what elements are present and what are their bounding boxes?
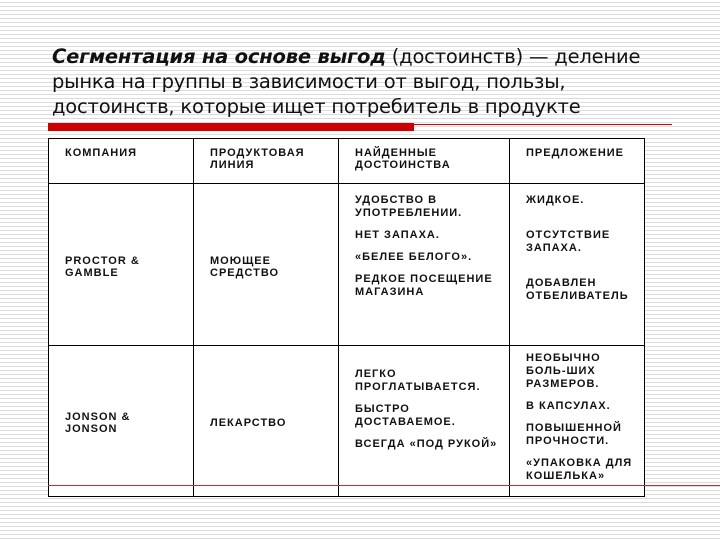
company-cell: JONSON & JONSON: [49, 346, 194, 497]
title-underline-bar: [48, 123, 414, 131]
title-underline-line: [414, 124, 672, 125]
segmentation-table: [48, 138, 645, 497]
offers-cell: [510, 346, 645, 497]
offer-item: ПОВЫШЕННОЙ ПРОЧНОСТИ.: [526, 422, 622, 447]
benefits-cell: [339, 184, 510, 346]
header-cell: КОМПАНИЯ: [49, 139, 194, 184]
benefit-item: УДОБСТВО В УПОТРЕБЛЕНИИ.: [355, 194, 463, 219]
footer-line: [48, 485, 720, 486]
benefit-item: НЕТ ЗАПАХА.: [355, 229, 440, 241]
offer-item: ДОБАВЛЕН ОТБЕЛИВАТЕЛЬ: [526, 277, 629, 302]
benefit-item: ВСЕГДА «ПОД РУКОЙ»: [355, 438, 498, 450]
offer-item: В КАПСУЛАХ.: [526, 400, 611, 412]
offer-item: ЖИДКОЕ.: [526, 194, 585, 206]
offer-item: ОТСУТСТВИЕ ЗАПАХА.: [526, 229, 611, 254]
title-rest: (достоинств) — деление рынка на группы в зависимости от выгод, пользы, достоинств, которые ищет потребитель в продукте: [52, 45, 641, 118]
table-row: [49, 184, 645, 346]
company-cell: PROCTOR & GAMBLE: [49, 184, 194, 346]
benefit-item: «БЕЛЕЕ БЕЛОГО».: [355, 251, 473, 263]
benefits-cell: [339, 346, 510, 497]
header-cell: НАЙДЕННЫЕ ДОСТОИНСТВА: [339, 139, 510, 184]
table-header-row: [49, 139, 645, 184]
benefit-item: ЛЕГКО ПРОГЛАТЫВАЕТСЯ.: [355, 368, 481, 393]
title-bold: Сегментация на основе выгод: [52, 45, 386, 68]
product-cell: ЛЕКАРСТВО: [194, 346, 339, 497]
header-cell: ПРОДУКТОВАЯ ЛИНИЯ: [194, 139, 339, 184]
offer-item: «УПАКОВКА ДЛЯ КОШЕЛЬКА»: [526, 457, 633, 482]
table-row: [49, 346, 645, 497]
product-cell: МОЮЩЕЕ СРЕДСТВО: [194, 184, 339, 346]
offers-cell: [510, 184, 645, 346]
slide-title: [52, 44, 692, 119]
benefit-item: БЫСТРО ДОСТАВАЕМОЕ.: [355, 403, 456, 428]
benefit-item: РЕДКОЕ ПОСЕЩЕНИЕ МАГАЗИНА: [355, 273, 493, 298]
header-cell: ПРЕДЛОЖЕНИЕ: [510, 139, 645, 184]
offer-item: НЕОБЫЧНО БОЛЬ-ШИХ РАЗМЕРОВ.: [526, 352, 601, 390]
